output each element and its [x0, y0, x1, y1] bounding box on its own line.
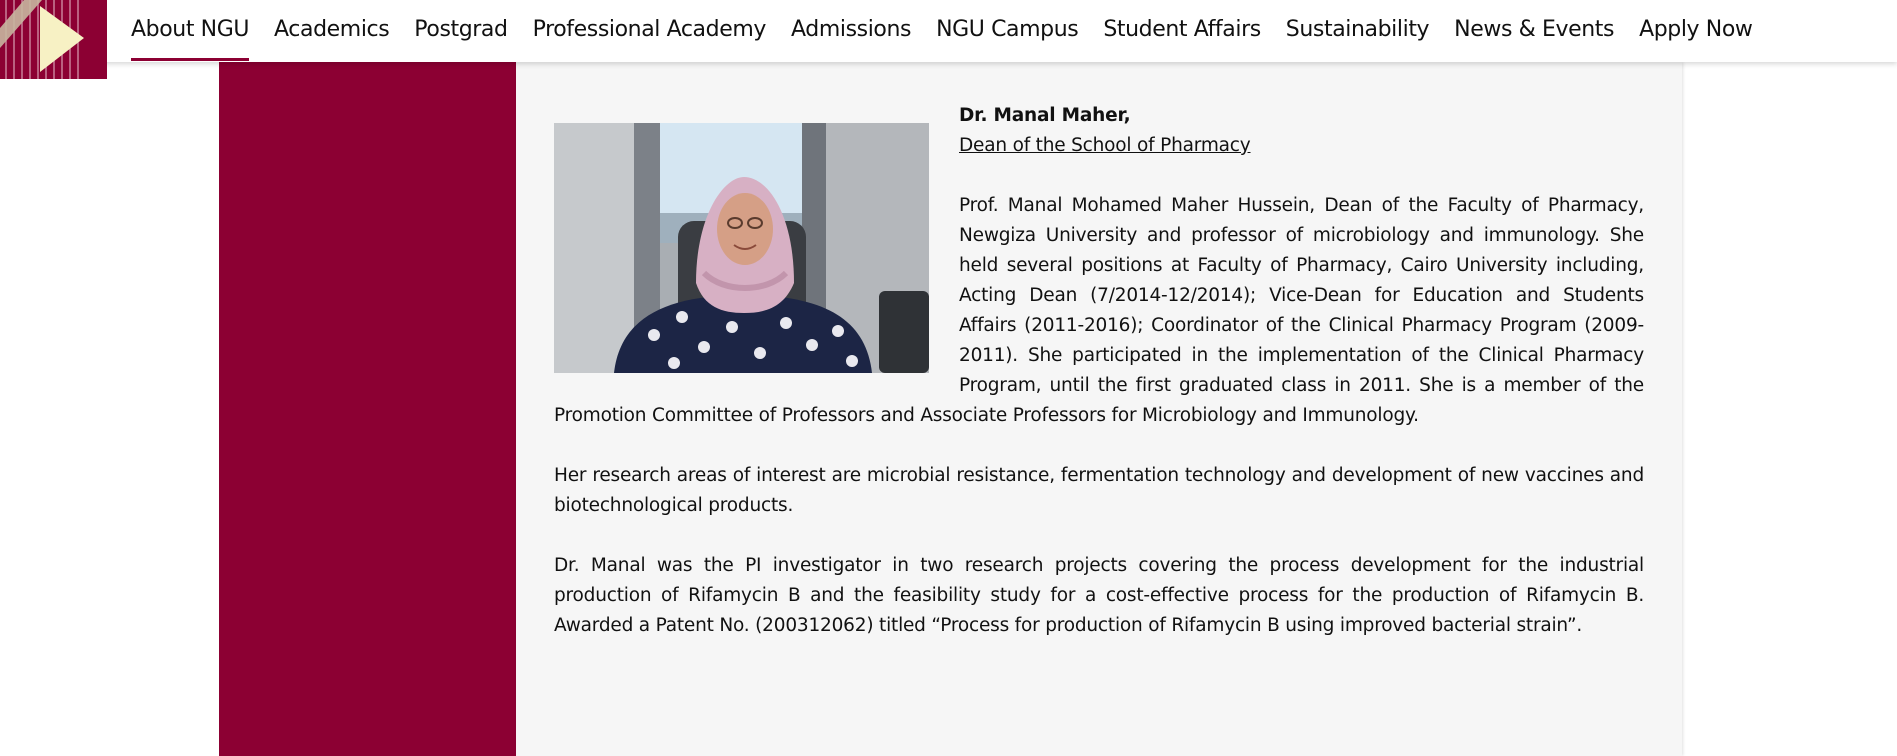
dean-name: Dr. Manal Maher,: [959, 105, 1131, 126]
nav-academics[interactable]: Academics: [274, 16, 390, 42]
top-navigation-bar: [0, 0, 1897, 62]
portrait-image: [554, 123, 929, 373]
dean-photo: [554, 123, 929, 373]
sidebar-band: [219, 62, 516, 756]
bio-paragraph-2: Her research areas of interest are microbial resistance, fermentation technology and development of new vaccines and biotechnological products.: [554, 465, 1644, 516]
nav-ngu-campus[interactable]: NGU Campus: [936, 16, 1079, 42]
ngu-logo-icon: [0, 0, 107, 79]
nav-news-events[interactable]: News & Events: [1454, 16, 1615, 42]
nav-apply-now[interactable]: Apply Now: [1639, 16, 1753, 42]
dean-title-link[interactable]: Dean of the School of Pharmacy: [959, 135, 1251, 156]
ngu-logo[interactable]: [0, 0, 107, 79]
main-nav: [131, 0, 1752, 62]
dean-profile: [554, 101, 1644, 641]
nav-admissions[interactable]: Admissions: [791, 16, 912, 42]
nav-postgrad[interactable]: Postgrad: [414, 16, 508, 42]
nav-student-affairs[interactable]: Student Affairs: [1103, 16, 1261, 42]
bio-paragraph-3: Dr. Manal was the PI investigator in two research projects covering the process development for the industrial production of Rifamycin B and the feasibility study for a cost-effective process for the production of Rifamycin B. Awarded a Patent No. (200312062) titled “Process for production of Rifamycin B using improved bacterial strain”.: [554, 555, 1644, 636]
nav-sustainability[interactable]: Sustainability: [1285, 16, 1430, 42]
bio-paragraph-1: Prof. Manal Mohamed Maher Hussein, Dean of the Faculty of Pharmacy, Newgiza University and professor of microbiology and immunology. She held several positions at Faculty of Pharmacy, Cairo University including, Acting Dean (7/2014-12/2014); Vice-Dean for Education and Students Affairs (2011-2016); Coordinator of the Clinical Pharmacy Program (2009-2011). She participated in the implementation of the Clinical Pharmacy Program, until the first graduated class in 2011. She is a member of the Promotion Committee of Professors and Associate Professors for Microbiology and Immunology.: [554, 195, 1644, 426]
nav-about-ngu[interactable]: About NGU: [131, 0, 249, 62]
nav-professional-academy[interactable]: Professional Academy: [532, 16, 766, 42]
